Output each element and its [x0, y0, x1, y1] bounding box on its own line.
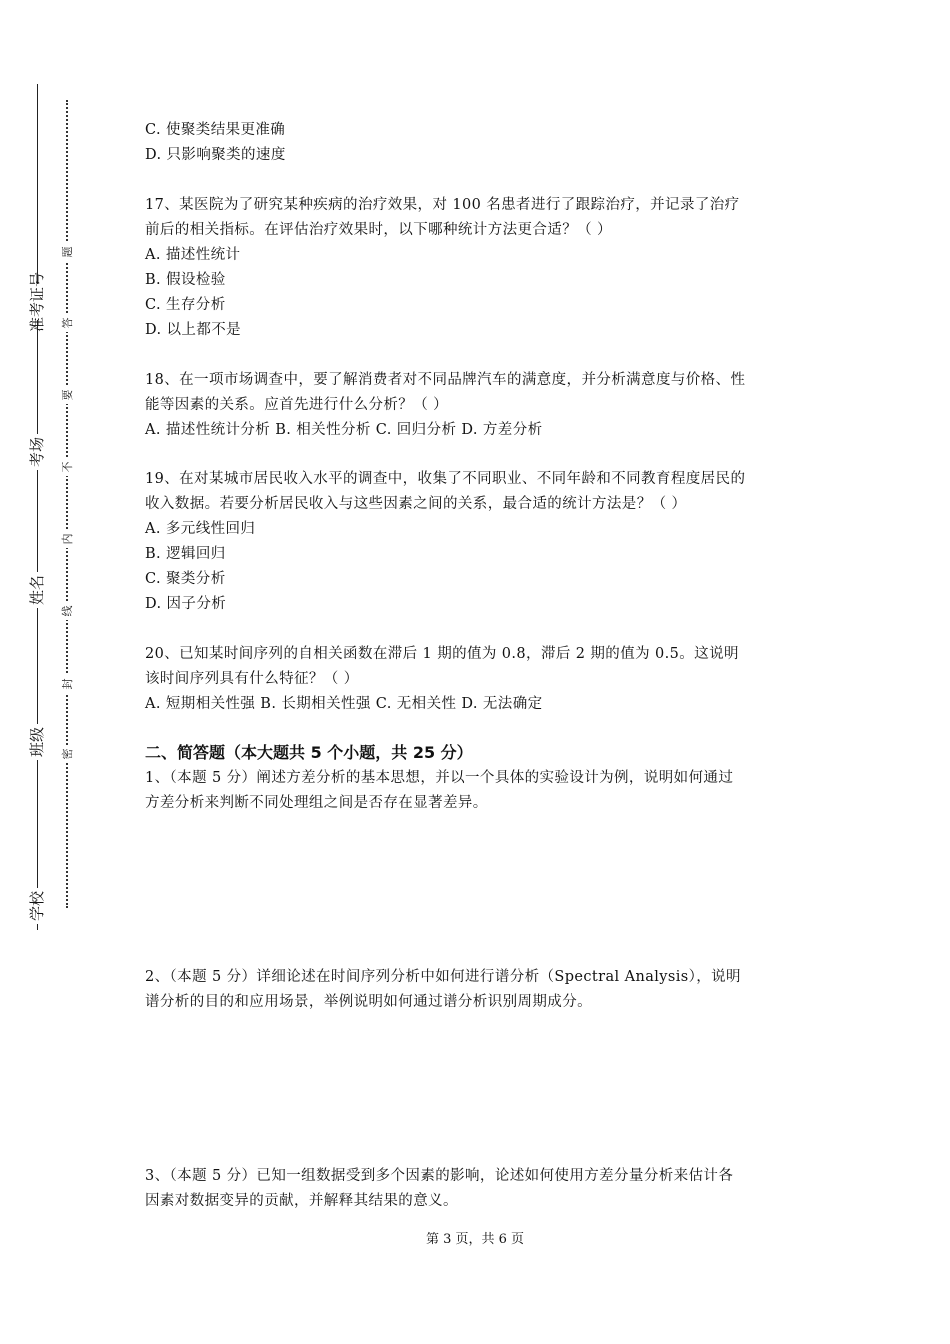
section2-title: 二、简答题（本大题共 5 个小题，共 25 分） [145, 743, 473, 762]
seal-char-mi: 密 [59, 745, 75, 763]
seal-char-bu: 不 [59, 458, 75, 476]
sa1-line2: 方差分析来判断不同处理组之间是否存在显著差异。 [145, 795, 488, 811]
q19-option-d: D. 因子分析 [145, 596, 227, 612]
sa3-line1: 3、（本题 5 分）已知一组数据受到多个因素的影响，论述如何使用方差分量分析来估计各 [145, 1168, 734, 1184]
q18-stem-line2: 能等因素的关系。应首先进行什么分析？（ ） [145, 397, 449, 413]
q19-option-b: B. 逻辑回归 [145, 546, 226, 562]
q19-stem-line2: 收入数据。若要分析居民收入与这些因素之间的关系，最合适的统计方法是？（ ） [145, 496, 687, 512]
field-label-school: 学校 [13, 888, 61, 924]
q17-option-b: B. 假设检验 [145, 272, 226, 288]
q20-stem-line1: 20、已知某时间序列的自相关函数在滞后 1 期的值为 0.8，滞后 2 期的值为 0.5。这说明 [145, 646, 739, 662]
field-label-ticket-number: 准考证号 [13, 284, 61, 320]
seal-char-feng: 封 [59, 675, 75, 693]
seal-char-xian: 线 [59, 602, 75, 620]
q17-option-d: D. 以上都不是 [145, 322, 242, 338]
q18-stem-line1: 18、在一项市场调查中，要了解消费者对不同品牌汽车的满意度，并分析满意度与价格、性 [145, 372, 746, 388]
sa3-line2: 因素对数据变异的贡献，并解释其结果的意义。 [145, 1193, 458, 1209]
q19-option-a: A. 多元线性回归 [145, 521, 256, 537]
q17-stem-line2: 前后的相关指标。在评估治疗效果时，以下哪种统计方法更合适？（ ） [145, 222, 612, 238]
seal-char-yao: 要 [59, 386, 75, 404]
sa1-line1: 1、（本题 5 分）阐述方差分析的基本思想，并以一个具体的实验设计为例，说明如何通过 [145, 770, 734, 786]
q20-stem-line2: 该时间序列具有什么特征？（ ） [145, 671, 359, 687]
field-label-exam-room: 考场 [13, 434, 61, 470]
q19-option-c: C. 聚类分析 [145, 571, 226, 587]
q16-option-d: D. 只影响聚类的速度 [145, 147, 286, 163]
q20-options: A. 短期相关性强 B. 长期相关性强 C. 无相关性 D. 无法确定 [145, 696, 543, 712]
field-label-name: 姓名 [13, 572, 61, 608]
binding-dotted-line [66, 100, 68, 908]
q17-option-a: A. 描述性统计 [145, 247, 241, 263]
field-label-class: 班级 [13, 724, 61, 760]
q17-option-c: C. 生存分析 [145, 297, 226, 313]
page-footer: 第 3 页，共 6 页 [425, 1232, 525, 1247]
q16-option-c: C. 使聚类结果更准确 [145, 122, 286, 138]
seal-char-da: 答 [59, 314, 75, 332]
seal-char-ti: 题 [59, 243, 75, 261]
q19-stem-line1: 19、在对某城市居民收入水平的调查中，收集了不同职业、不同年龄和不同教育程度居民的 [145, 471, 746, 487]
q17-stem-line1: 17、某医院为了研究某种疾病的治疗效果，对 100 名患者进行了跟踪治疗，并记录了治疗 [145, 197, 740, 213]
q18-options: A. 描述性统计分析 B. 相关性分析 C. 回归分析 D. 方差分析 [145, 422, 543, 438]
seal-char-nei: 内 [59, 530, 75, 548]
binding-solid-line [37, 84, 38, 930]
sa2-line1: 2、（本题 5 分）详细论述在时间序列分析中如何进行谱分析（Spectral Analysis），说明 [145, 969, 741, 985]
sa2-line2: 谱分析的目的和应用场景，举例说明如何通过谱分析识别周期成分。 [145, 994, 592, 1010]
